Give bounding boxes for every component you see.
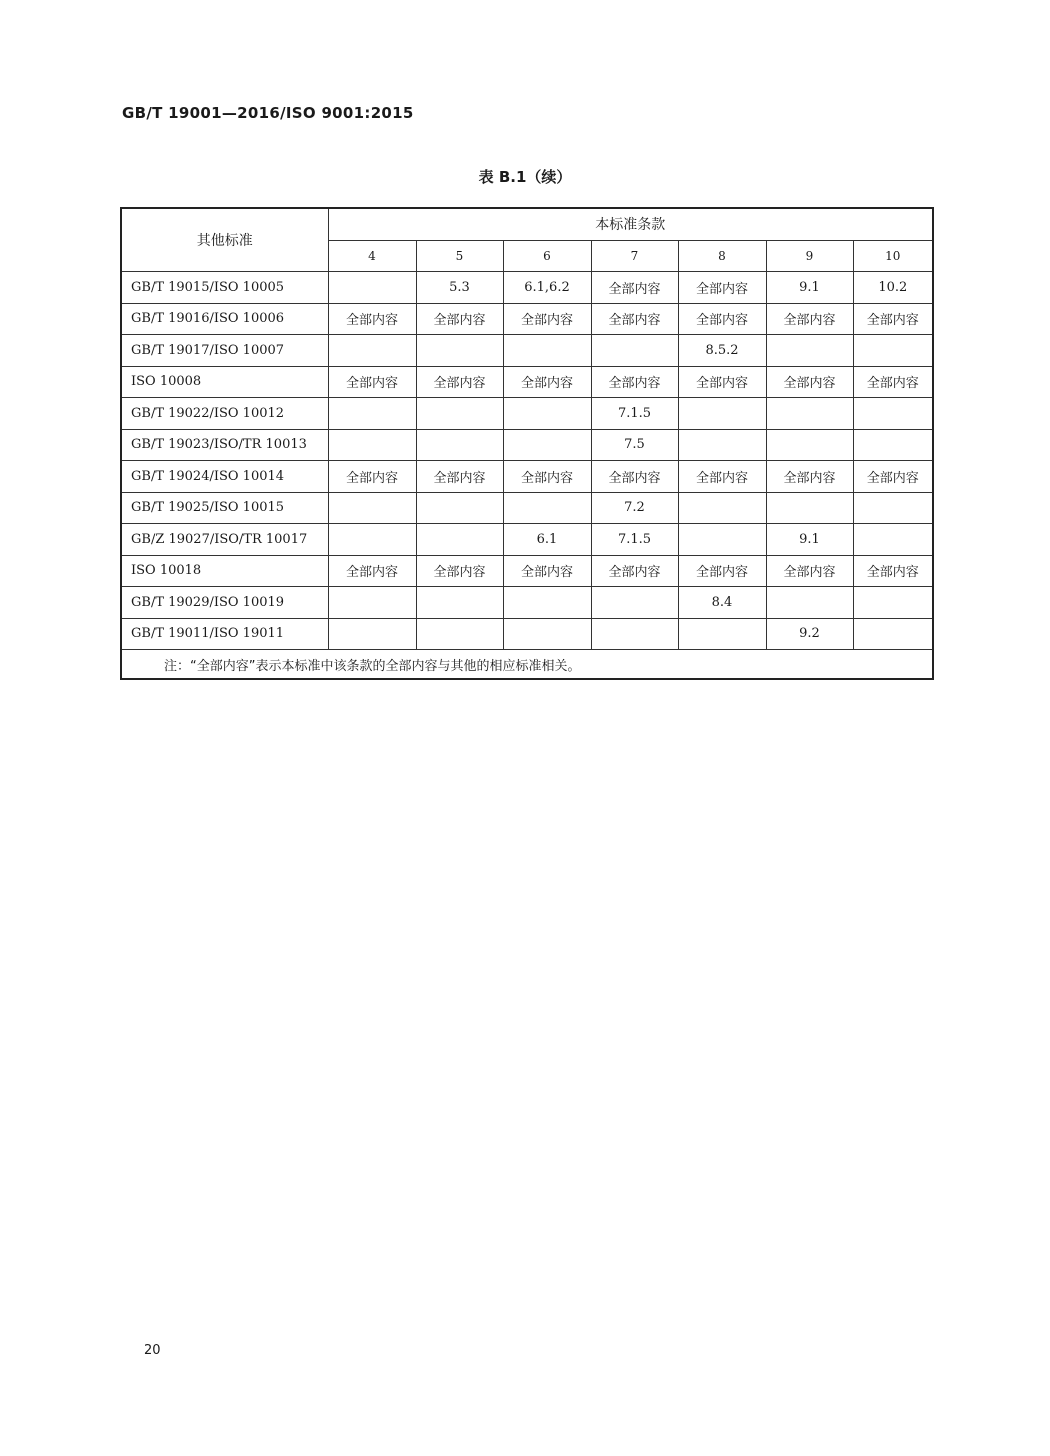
clause-cell: 全部内容 [328,303,416,335]
table-row [121,524,933,556]
clause-cell: 全部内容 [853,555,933,587]
standard-name-cell: ISO 10008 [121,366,328,398]
clause-cell: 7.2 [591,492,678,524]
clause-cell [328,618,416,650]
clause-cell: 6.1,6.2 [503,272,591,304]
clause-cell: 全部内容 [766,303,853,335]
clause-header: 7 [591,240,678,272]
clause-cell [853,398,933,430]
standard-name-cell: GB/T 19015/ISO 10005 [121,272,328,304]
clause-cell [328,335,416,367]
clause-cell: 全部内容 [591,555,678,587]
clause-cell: 全部内容 [591,461,678,493]
clause-cell [678,398,766,430]
clause-cell [766,398,853,430]
clause-cell: 7.1.5 [591,398,678,430]
clause-header: 4 [328,240,416,272]
clause-header: 10 [853,240,933,272]
clause-cell [853,618,933,650]
clause-cell [328,492,416,524]
table-row [121,335,933,367]
clause-cell [591,587,678,619]
clause-cell: 5.3 [416,272,503,304]
clause-cell: 8.4 [678,587,766,619]
clause-cell [328,587,416,619]
clause-cell [766,492,853,524]
clause-cell [678,429,766,461]
clause-cell: 7.1.5 [591,524,678,556]
clause-cell: 全部内容 [853,303,933,335]
clause-cell [853,335,933,367]
table-row [121,461,933,493]
clause-cell: 全部内容 [853,366,933,398]
clause-cell: 全部内容 [416,303,503,335]
clause-cell [416,429,503,461]
clause-cell [328,429,416,461]
clause-cell: 全部内容 [678,272,766,304]
clause-cell [328,524,416,556]
standard-name-cell: GB/T 19017/ISO 10007 [121,335,328,367]
clause-cell [678,618,766,650]
standard-name-cell: GB/T 19016/ISO 10006 [121,303,328,335]
clause-cell: 全部内容 [328,366,416,398]
standard-name-cell: GB/T 19011/ISO 19011 [121,618,328,650]
table-body [121,272,933,650]
clause-cell: 全部内容 [678,461,766,493]
clause-cell [503,618,591,650]
standard-name-cell: GB/T 19022/ISO 10012 [121,398,328,430]
standard-name-cell: GB/T 19029/ISO 10019 [121,587,328,619]
clause-cell: 全部内容 [503,461,591,493]
clause-cell [766,587,853,619]
clause-cell [503,335,591,367]
clause-cell [503,398,591,430]
clause-cell: 全部内容 [678,555,766,587]
clause-cell [853,587,933,619]
clause-cell: 全部内容 [503,555,591,587]
clause-cell [503,492,591,524]
clause-cell: 全部内容 [328,461,416,493]
clause-cell: 全部内容 [678,303,766,335]
clause-cell [416,618,503,650]
clause-cell [678,524,766,556]
standard-name-cell: ISO 10018 [121,555,328,587]
clause-cell: 全部内容 [853,461,933,493]
note-row [121,650,933,680]
clause-cell: 8.5.2 [678,335,766,367]
page-number: 20 [144,1343,161,1358]
clause-cell: 6.1 [503,524,591,556]
table-note: 注：“全部内容”表示本标准中该条款的全部内容与其他的相应标准相关。 [121,650,933,680]
standard-name-cell: GB/T 19024/ISO 10014 [121,461,328,493]
clause-cell: 全部内容 [503,303,591,335]
clause-cell [328,398,416,430]
table-row [121,618,933,650]
clause-cell: 9.2 [766,618,853,650]
header-row-group [121,208,933,240]
standard-name-cell: GB/T 19023/ISO/TR 10013 [121,429,328,461]
clause-cell: 全部内容 [766,555,853,587]
clause-header: 5 [416,240,503,272]
table-title: 表 B.1（续） [478,168,572,186]
clause-cell: 全部内容 [328,555,416,587]
clause-cell [678,492,766,524]
clause-cell [853,492,933,524]
standard-name-cell: GB/T 19025/ISO 10015 [121,492,328,524]
table-row [121,492,933,524]
clause-cell: 全部内容 [503,366,591,398]
clause-cell [591,618,678,650]
clause-cell: 7.5 [591,429,678,461]
table-row [121,303,933,335]
clause-cell [503,429,591,461]
clause-cell: 9.1 [766,272,853,304]
clause-cell: 9.1 [766,524,853,556]
clause-header: 6 [503,240,591,272]
table-row [121,366,933,398]
clause-group-header: 本标准条款 [328,208,933,240]
clause-cell [766,429,853,461]
standard-name-cell: GB/Z 19027/ISO/TR 10017 [121,524,328,556]
clause-cell [416,524,503,556]
corner-header: 其他标准 [121,208,328,272]
clause-cell [416,587,503,619]
clause-cell: 全部内容 [416,555,503,587]
standards-mapping-table [120,207,934,680]
table-row [121,555,933,587]
clause-cell [503,587,591,619]
clause-cell: 全部内容 [591,303,678,335]
table-row [121,272,933,304]
clause-cell: 全部内容 [416,366,503,398]
clause-cell: 全部内容 [678,366,766,398]
table-row [121,587,933,619]
table-row [121,429,933,461]
document-header: GB/T 19001—2016/ISO 9001:2015 [122,104,414,122]
clause-cell [591,335,678,367]
clause-cell [416,492,503,524]
clause-cell: 全部内容 [591,366,678,398]
clause-cell [328,272,416,304]
clause-header: 8 [678,240,766,272]
clause-cell [853,429,933,461]
clause-cell: 10.2 [853,272,933,304]
clause-cell: 全部内容 [766,366,853,398]
clause-cell [416,398,503,430]
clause-cell: 全部内容 [591,272,678,304]
clause-cell [853,524,933,556]
clause-cell: 全部内容 [766,461,853,493]
clause-cell [766,335,853,367]
clause-header: 9 [766,240,853,272]
table-row [121,398,933,430]
clause-cell [416,335,503,367]
clause-cell: 全部内容 [416,461,503,493]
